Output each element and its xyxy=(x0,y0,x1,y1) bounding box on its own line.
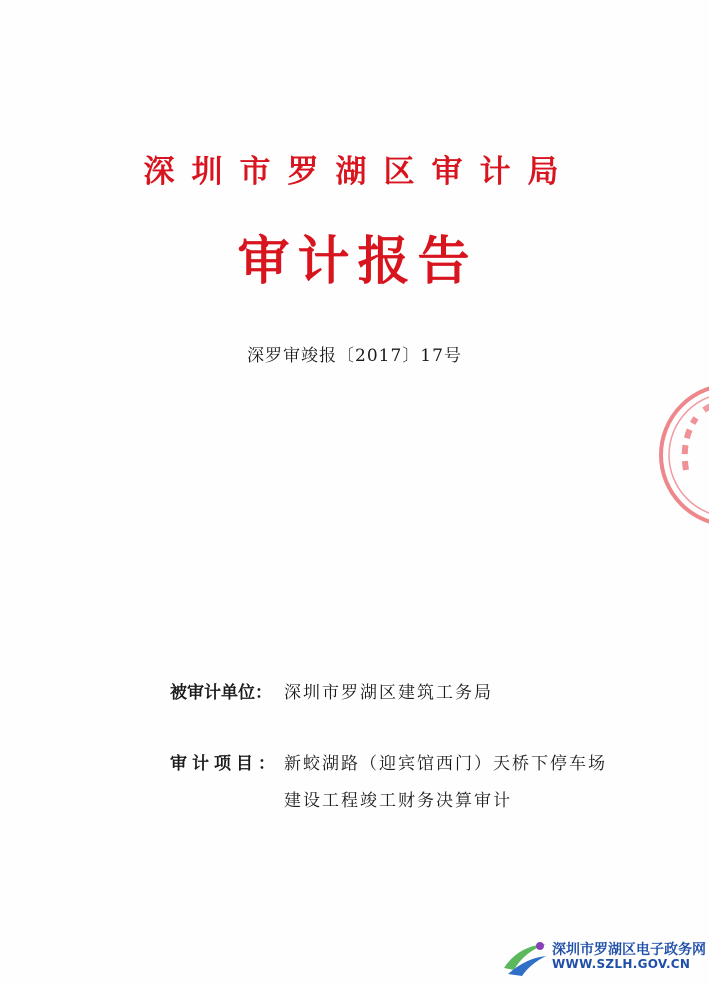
footer-site-url: WWW.SZLH.GOV.CN xyxy=(552,957,691,972)
audit-project-value-line2: 建设工程竣工财务决算审计 xyxy=(284,791,512,811)
audit-project-value-line1: 新蛟湖路（迎宾馆西门）天桥下停车场 xyxy=(284,754,607,774)
audited-unit-row xyxy=(170,678,493,703)
document-number: 深罗审竣报〔2017〕17号 xyxy=(247,346,462,366)
audit-project-row xyxy=(170,749,607,774)
footer-site-name: 深圳市罗湖区电子政务网 xyxy=(552,942,706,958)
audit-project-label: 审计项目： xyxy=(170,754,280,774)
report-title: 审计报告 xyxy=(237,232,478,292)
organization-title: 深圳市罗湖区审计局 xyxy=(143,154,576,190)
footer-branding xyxy=(552,942,706,972)
egov-swoosh-logo-icon xyxy=(500,938,550,978)
audited-unit-value: 深圳市罗湖区建筑工务局 xyxy=(284,683,493,703)
audited-unit-label: 被审计单位： xyxy=(170,683,272,703)
official-seal-icon xyxy=(656,380,709,530)
